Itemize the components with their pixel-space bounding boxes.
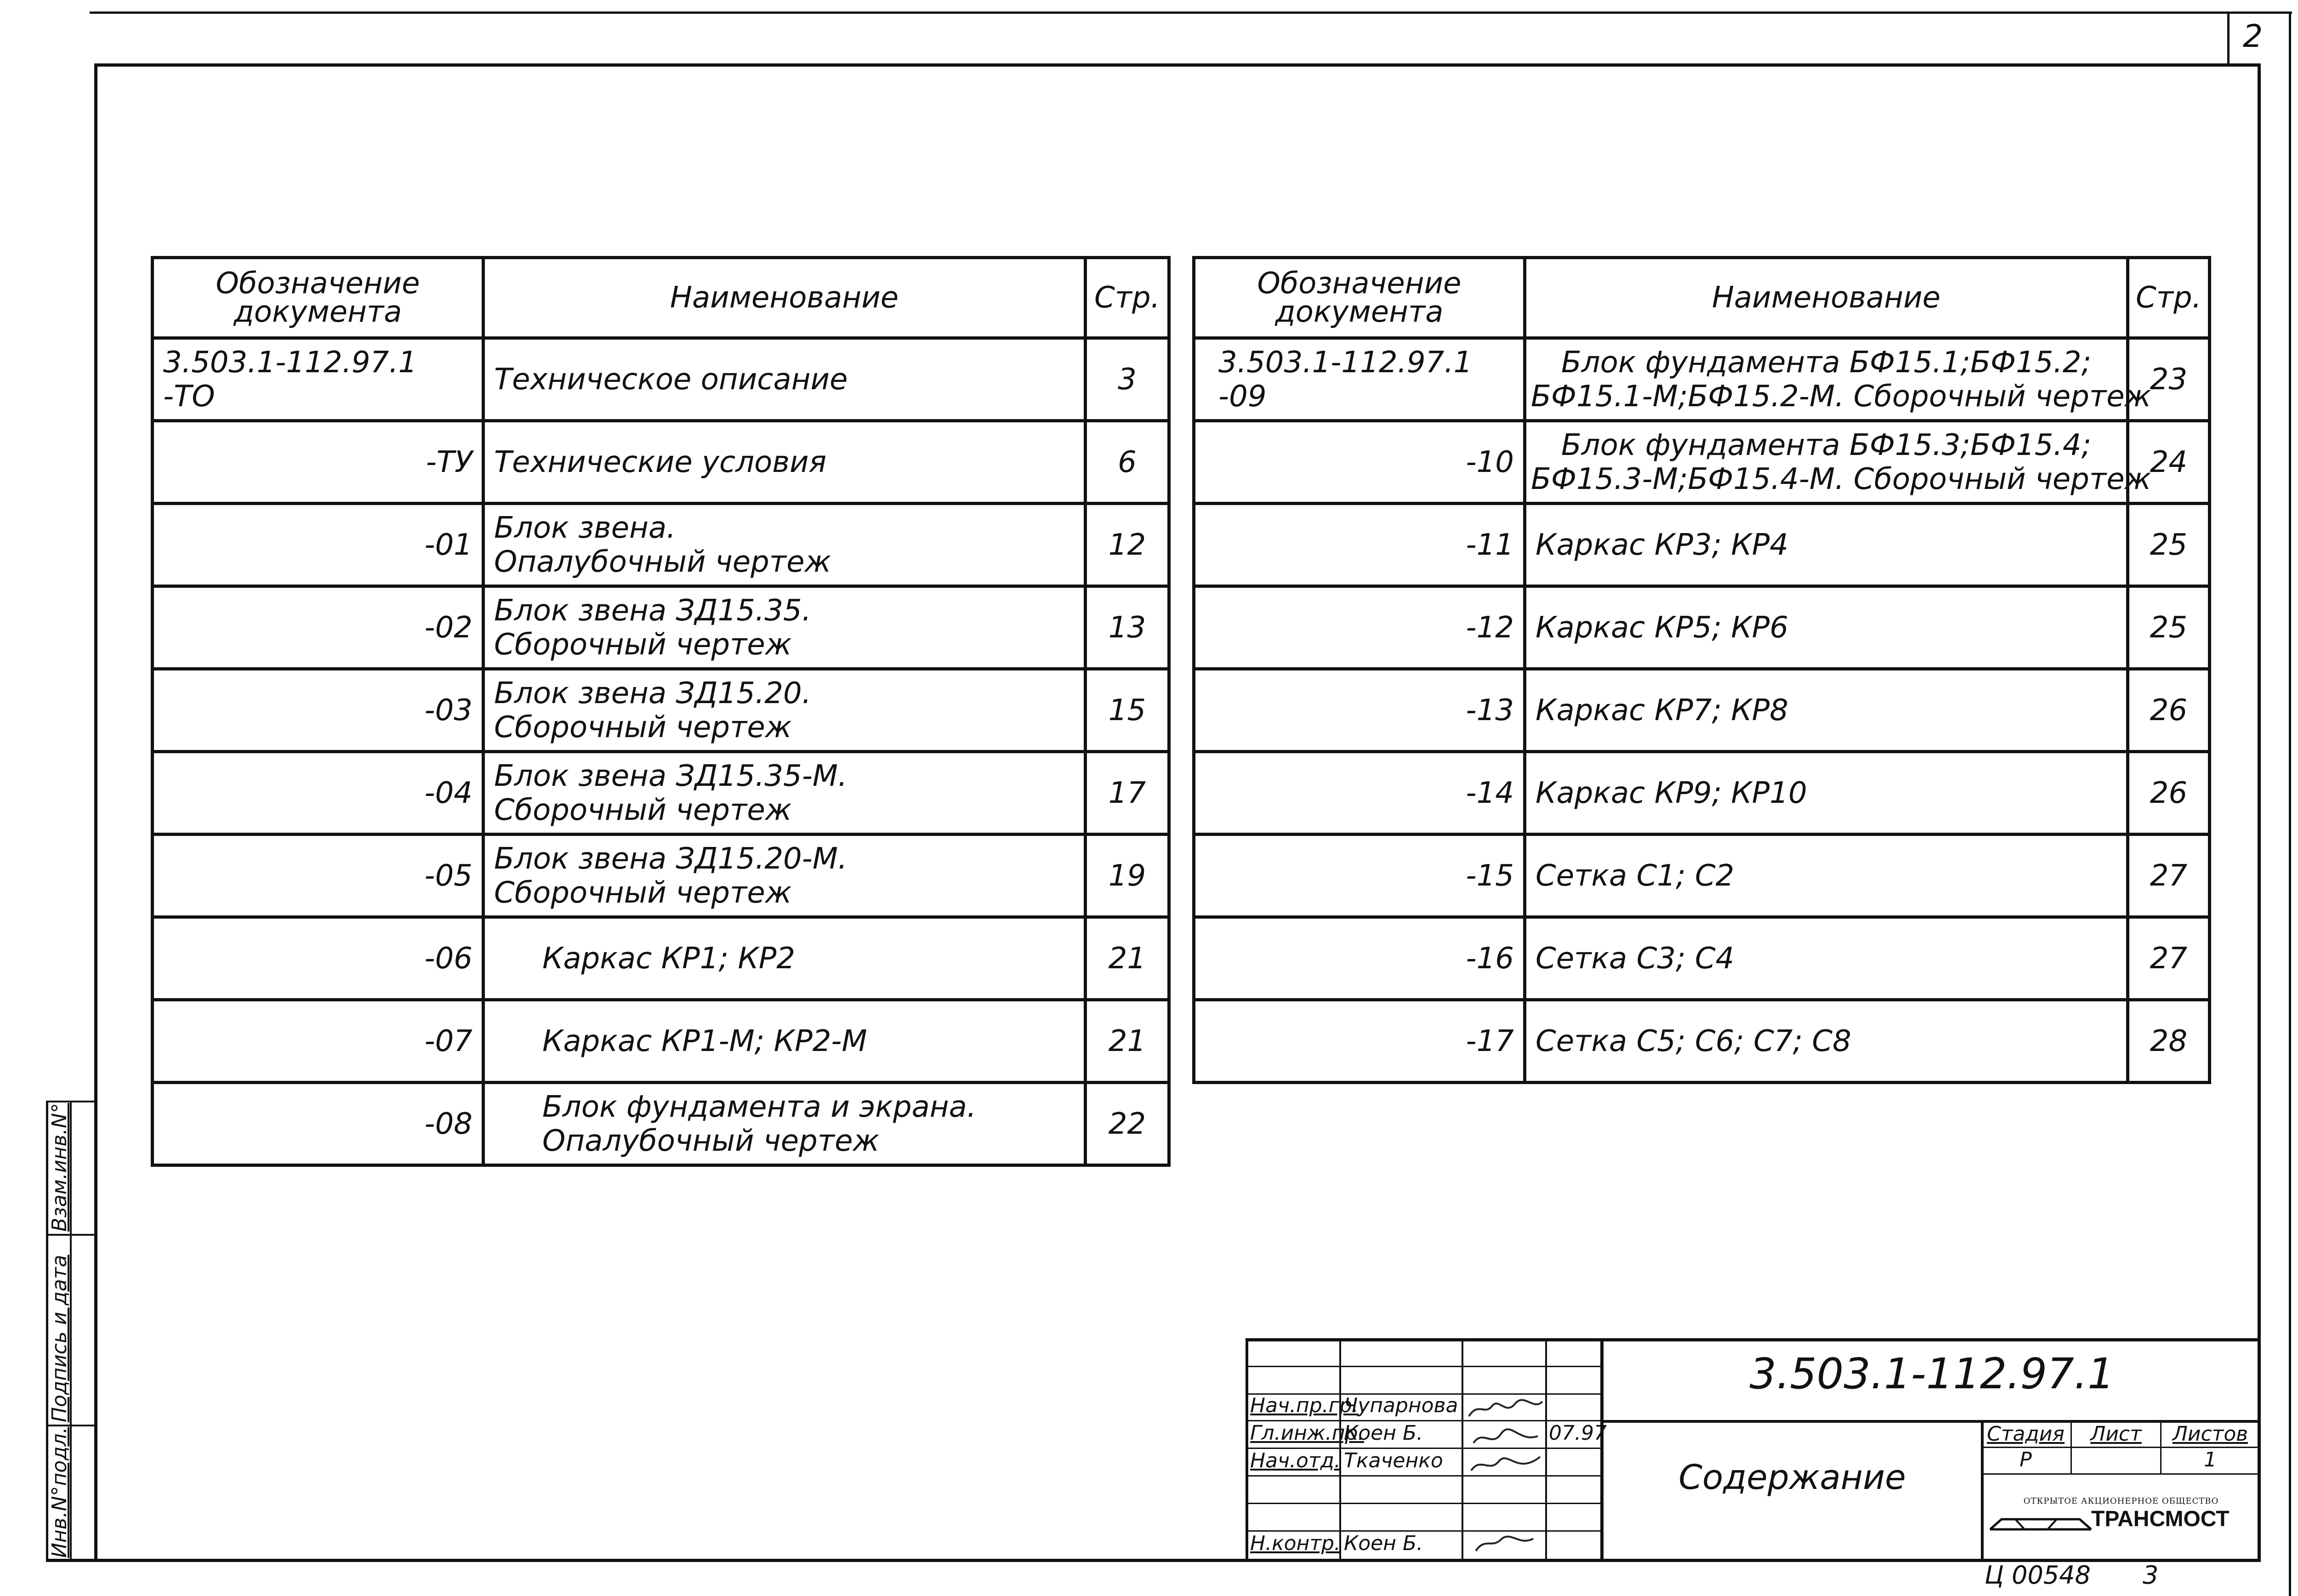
header-name: Наименование — [1525, 258, 2128, 338]
signature-date: 07.97 — [1549, 1423, 1607, 1444]
row-code: -02 — [153, 586, 483, 669]
row-name: Каркас КР5; КР6 — [1525, 586, 2128, 669]
tb-row-2 — [1246, 1393, 1602, 1395]
row-code: -08 — [153, 1083, 483, 1165]
row-name-line: Сборочный чертеж — [494, 793, 792, 827]
page-edge-right — [2289, 11, 2291, 1596]
row-name — [483, 586, 1086, 669]
contents-table-left — [151, 256, 1171, 1167]
row-name: Технические условия — [483, 421, 1086, 504]
row-name — [483, 1083, 1086, 1165]
row-page: 24 — [2128, 421, 2210, 504]
row-name-line: Блок фундамента и экрана. — [542, 1090, 977, 1124]
table-row — [1194, 917, 2210, 1000]
tb-info-row-1 — [1981, 1447, 2260, 1448]
row-code: -15 — [1194, 835, 1525, 917]
signature-name: Ткаченко — [1344, 1450, 1443, 1471]
table-header-row — [1194, 258, 2210, 338]
row-page: 12 — [1086, 504, 1169, 586]
row-page: 13 — [1086, 586, 1169, 669]
table-row — [1194, 835, 2210, 917]
row-page: 28 — [2128, 1000, 2210, 1083]
stage-value: Р — [2019, 1449, 2032, 1471]
row-name-line: Блок фундамента БФ15.1;БФ15.2; — [1561, 345, 2092, 380]
row-name-line: Сборочный чертеж — [494, 627, 792, 662]
side-stamp-top — [46, 1101, 97, 1102]
side-stamp-label-inv: Инв.N°подл. — [48, 1427, 71, 1558]
tb-info-row-2 — [1981, 1473, 2260, 1475]
signature-role: Нач.отд. — [1250, 1450, 1341, 1471]
tb-col-3 — [1545, 1338, 1547, 1561]
row-name: Каркас КР3; КР4 — [1525, 504, 2128, 586]
tb-left — [1246, 1338, 1248, 1561]
signature-name: Чупарнова — [1344, 1395, 1458, 1416]
side-stamp-label-replace: Взам.инв.N° — [48, 1103, 71, 1232]
signature-role: Нач.пр.гр. — [1250, 1395, 1359, 1416]
table-row — [153, 586, 1169, 669]
frame-bottom — [46, 1559, 2261, 1562]
table-row — [153, 669, 1169, 752]
row-page: 25 — [2128, 586, 2210, 669]
row-name-line: Опалубочный чертеж — [542, 1124, 880, 1158]
table-row — [1194, 752, 2210, 835]
archive-number: 3 — [2143, 1561, 2159, 1590]
row-code: -17 — [1194, 1000, 1525, 1083]
row-name — [483, 835, 1086, 917]
tb-row-1 — [1246, 1366, 1602, 1367]
row-name-line: Блок звена ЗД15.35. — [494, 593, 812, 628]
table-row — [153, 1083, 1169, 1165]
signature-role: Гл.инж.пр. — [1250, 1423, 1365, 1444]
row-name-line: Блок звена ЗД15.35-М. — [494, 759, 848, 793]
tb-top — [1246, 1338, 2260, 1341]
row-code: 3.503.1-112.97.1 -09 — [1194, 338, 1525, 421]
sheet-number: 2 — [2243, 18, 2263, 55]
row-code: -07 — [153, 1000, 483, 1083]
table-row — [1194, 338, 2210, 421]
row-code: -04 — [153, 752, 483, 835]
row-name-line: Опалубочный чертеж — [494, 545, 831, 579]
document-title: Содержание — [1678, 1458, 1906, 1497]
table-row — [153, 421, 1169, 504]
contents-table-right — [1192, 256, 2211, 1084]
row-page: 19 — [1086, 835, 1169, 917]
table-header-row — [153, 258, 1169, 338]
header-page: Стр. — [1086, 258, 1169, 338]
table-row — [1194, 586, 2210, 669]
frame-right — [2258, 63, 2261, 1562]
archive-code: Ц 00548 — [1985, 1561, 2091, 1590]
tb-row-5 — [1246, 1475, 1602, 1477]
sheets-header: Листов — [2172, 1424, 2248, 1445]
row-name-line: Сборочный чертеж — [494, 875, 792, 910]
row-page: 23 — [2128, 338, 2210, 421]
tb-col-1 — [1339, 1338, 1341, 1561]
signature-role: Н.контр. — [1250, 1533, 1341, 1554]
company-logo-icon — [1988, 1511, 2093, 1534]
row-page: 25 — [2128, 504, 2210, 586]
row-page: 3 — [1086, 338, 1169, 421]
row-code: -05 — [153, 835, 483, 917]
company-name: ТРАНСМОСТ — [2091, 1507, 2230, 1531]
table-row — [153, 835, 1169, 917]
row-name — [1525, 421, 2151, 504]
row-name: Каркас КР9; КР10 — [1525, 752, 2128, 835]
row-name — [1525, 338, 2151, 421]
row-page: 26 — [2128, 752, 2210, 835]
top-border-line — [90, 11, 2292, 14]
row-name-line: Сборочный чертеж — [494, 710, 792, 744]
row-code: -03 — [153, 669, 483, 752]
row-page: 27 — [2128, 835, 2210, 917]
table-row — [153, 917, 1169, 1000]
row-name: Каркас КР1-М; КР2-М — [483, 1000, 1086, 1083]
row-name — [483, 752, 1086, 835]
signature-name: Коен Б. — [1344, 1423, 1423, 1444]
row-page: 26 — [2128, 669, 2210, 752]
row-code: -14 — [1194, 752, 1525, 835]
tb-col-2 — [1462, 1338, 1463, 1561]
row-name-line: БФ15.1-М;БФ15.2-М. Сборочный чертеж — [1531, 379, 2151, 414]
sheet-header: Лист — [2090, 1424, 2142, 1445]
tb-main-divider — [1600, 1338, 1604, 1561]
row-page: 22 — [1086, 1083, 1169, 1165]
row-name: Техническое описание — [483, 338, 1086, 421]
tb-row-6 — [1246, 1503, 1602, 1504]
row-name: Каркас КР7; КР8 — [1525, 669, 2128, 752]
header-code-label: Обозначение документа — [216, 267, 420, 329]
row-page: 15 — [1086, 669, 1169, 752]
row-page: 17 — [1086, 752, 1169, 835]
sheet-number-box-left — [2227, 13, 2230, 64]
side-stamp-sep-2 — [46, 1425, 97, 1426]
row-name — [483, 669, 1086, 752]
row-code: -16 — [1194, 917, 1525, 1000]
row-name-line: Блок звена. — [494, 511, 676, 545]
row-page: 21 — [1086, 917, 1169, 1000]
row-code: -06 — [153, 917, 483, 1000]
row-name-line: Блок фундамента БФ15.3;БФ15.4; — [1561, 428, 2092, 462]
table-row — [1194, 421, 2210, 504]
stage-header: Стадия — [1987, 1424, 2065, 1445]
table-row — [153, 1000, 1169, 1083]
row-name — [483, 504, 1086, 586]
table-row — [153, 752, 1169, 835]
row-name-line: Блок звена ЗД15.20-М. — [494, 841, 848, 876]
row-name-line: Блок звена ЗД15.20. — [494, 676, 812, 710]
signature-name: Коен Б. — [1344, 1533, 1423, 1554]
table-row — [153, 504, 1169, 586]
header-name: Наименование — [483, 258, 1086, 338]
tb-row-3 — [1246, 1420, 1602, 1421]
tb-row-4 — [1246, 1448, 1602, 1449]
row-code: -11 — [1194, 504, 1525, 586]
row-code: 3.503.1-112.97.1 -ТО — [153, 338, 483, 421]
header-code — [1194, 258, 1525, 338]
table-row — [1194, 504, 2210, 586]
table-row — [153, 338, 1169, 421]
row-name-line: БФ15.3-М;БФ15.4-М. Сборочный чертеж — [1531, 462, 2151, 496]
frame-top — [94, 63, 2259, 67]
table-row — [1194, 1000, 2210, 1083]
document-designation: 3.503.1-112.97.1 — [1749, 1349, 2115, 1398]
tb-row-7 — [1246, 1530, 1602, 1532]
row-name: Сетка С5; С6; С7; С8 — [1525, 1000, 2128, 1083]
row-page: 6 — [1086, 421, 1169, 504]
row-name: Каркас КР1; КР2 — [483, 917, 1086, 1000]
side-stamp-sep-1 — [46, 1234, 97, 1236]
row-name: Сетка С3; С4 — [1525, 917, 2128, 1000]
header-code-label: Обозначение документа — [1257, 267, 1462, 329]
sheets-value: 1 — [2204, 1449, 2217, 1471]
row-name: Сетка С1; С2 — [1525, 835, 2128, 917]
header-code — [153, 258, 483, 338]
row-page: 27 — [2128, 917, 2210, 1000]
handwritten-signatures — [1464, 1392, 1545, 1558]
company-subtitle: ОТКРЫТОЕ АКЦИОНЕРНОЕ ОБЩЕСТВО — [2023, 1496, 2219, 1506]
frame-left — [94, 63, 97, 1562]
row-page: 21 — [1086, 1000, 1169, 1083]
side-stamp-label-signature: Подпись и дата — [48, 1255, 71, 1422]
row-code: -ТУ — [153, 421, 483, 504]
row-code: -13 — [1194, 669, 1525, 752]
row-code: -12 — [1194, 586, 1525, 669]
row-code: -01 — [153, 504, 483, 586]
row-code: -10 — [1194, 421, 1525, 504]
table-row — [1194, 669, 2210, 752]
header-page: Стр. — [2128, 258, 2210, 338]
